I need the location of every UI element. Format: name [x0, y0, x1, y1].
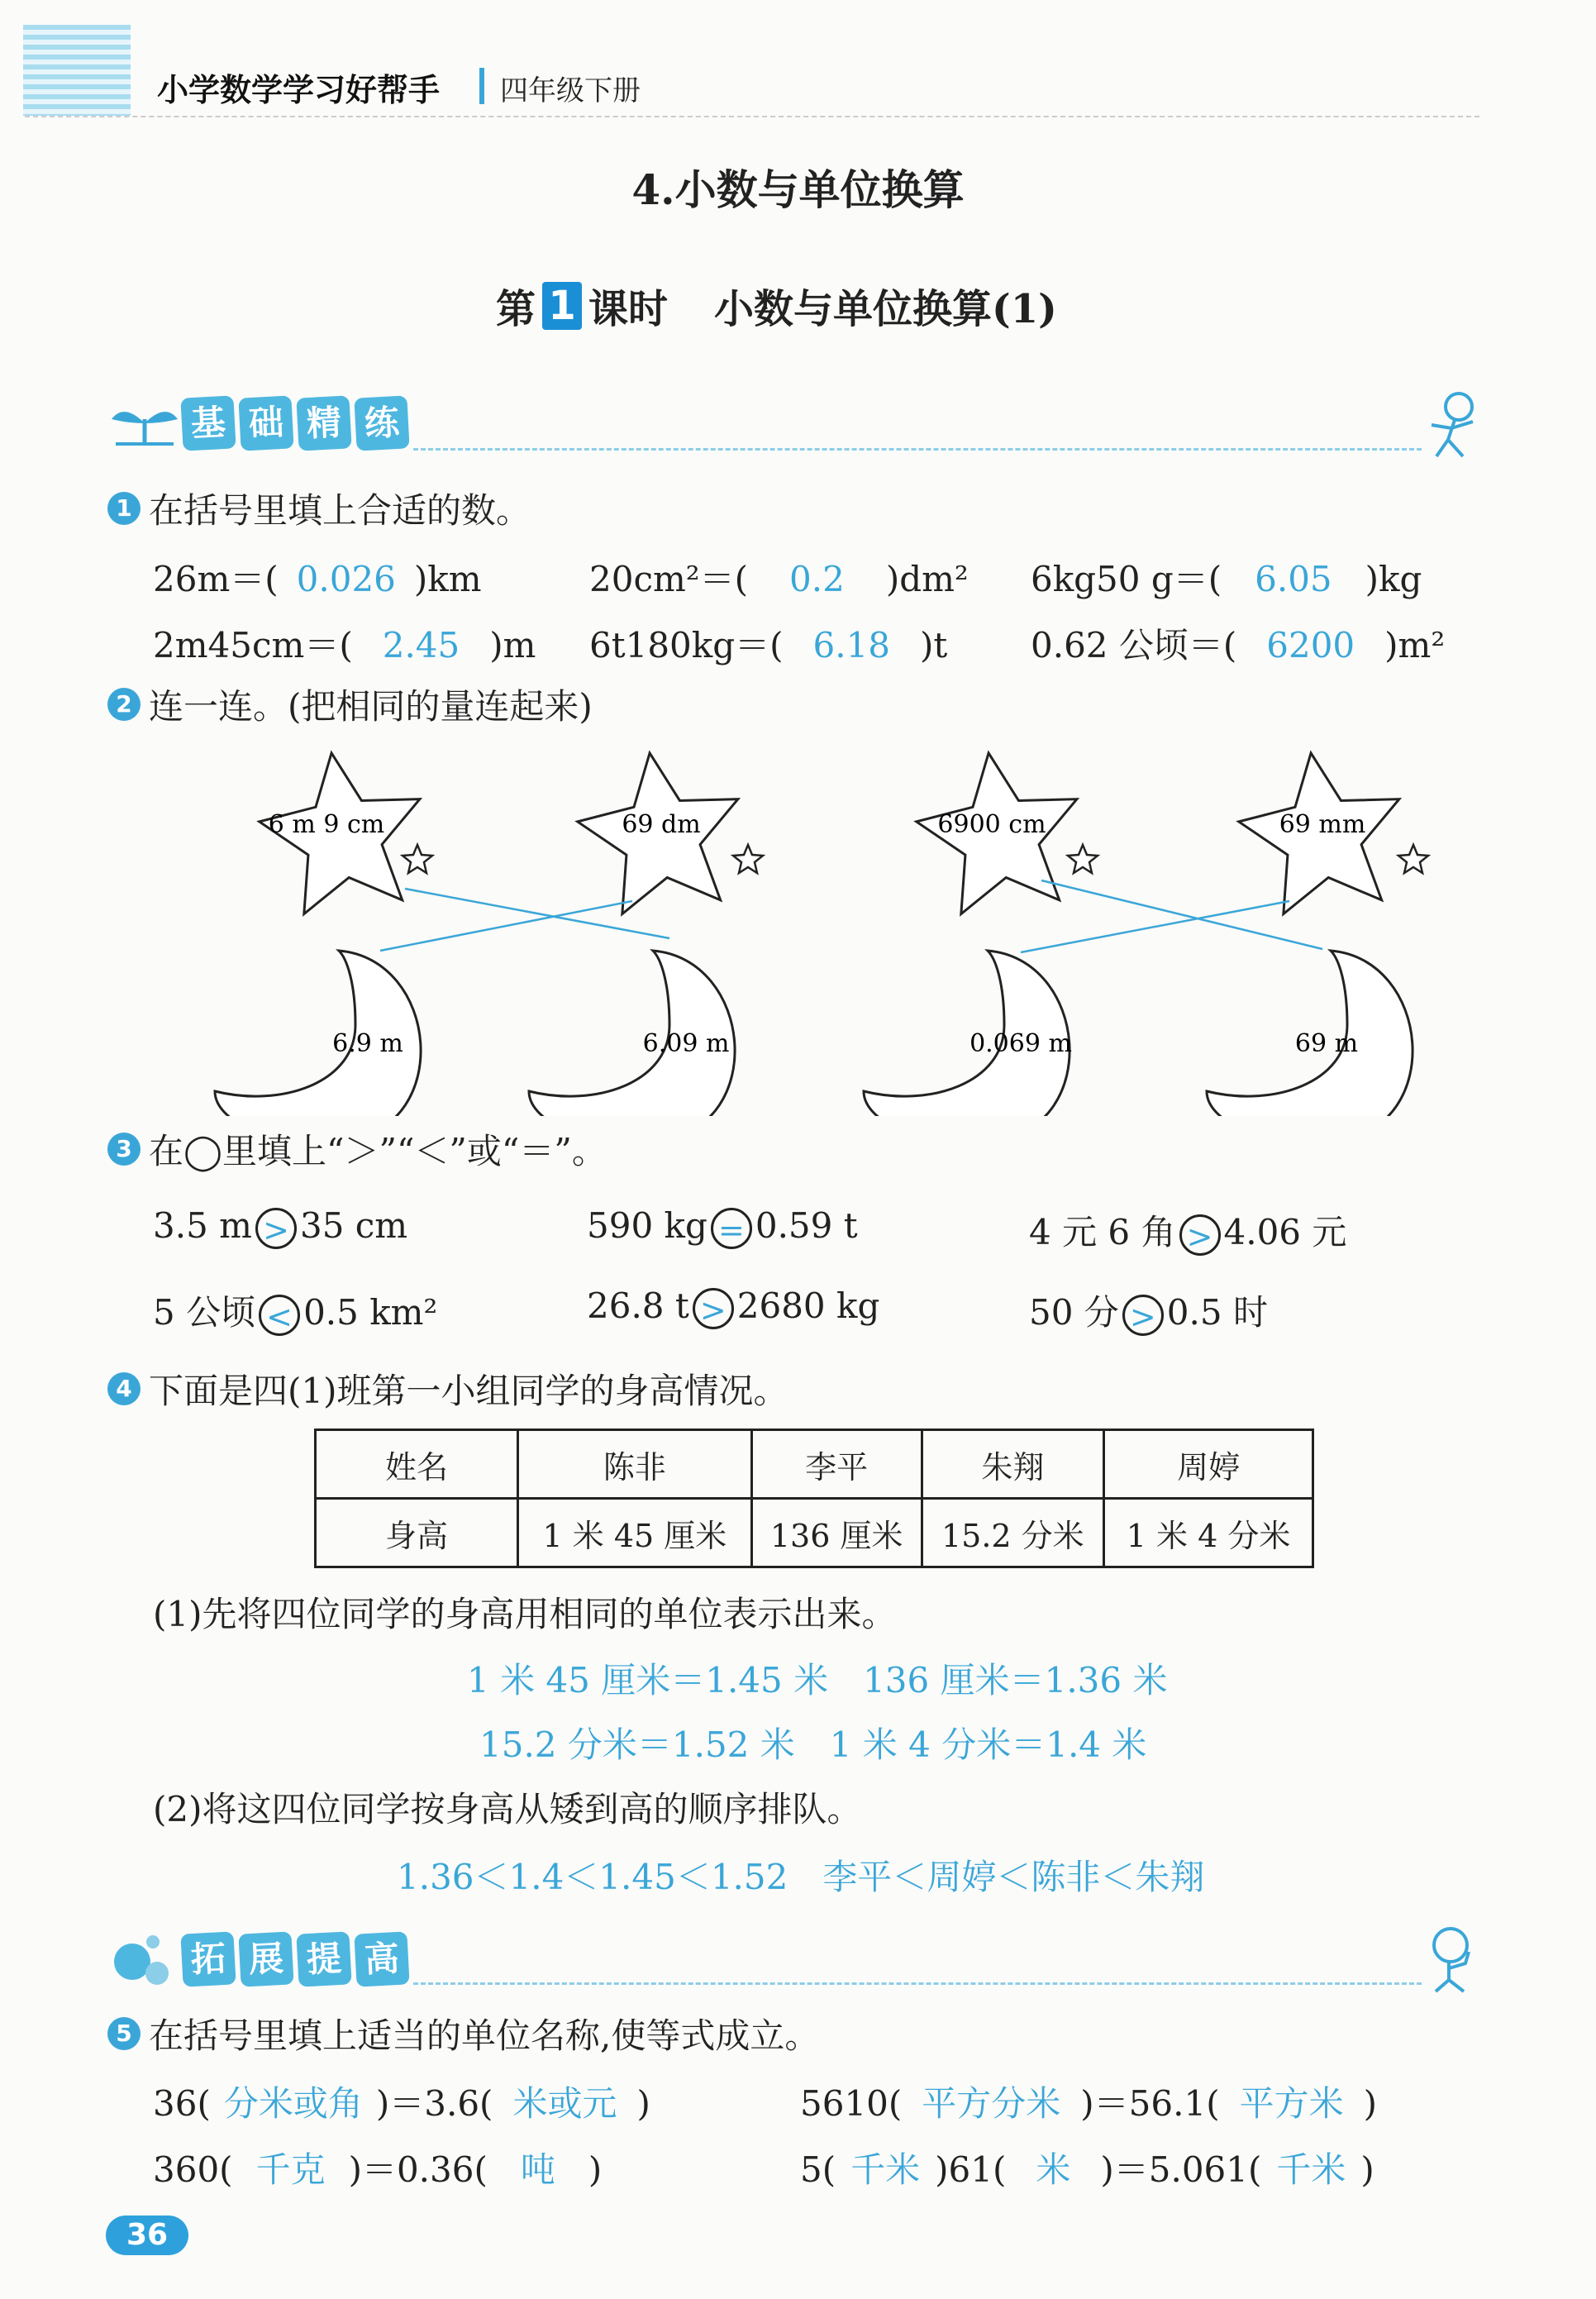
match-line: [1041, 880, 1322, 949]
table-cell: 15.2 分米: [922, 1499, 1104, 1567]
table-cell: 陈非: [518, 1430, 752, 1499]
q3-item: 50 分 > 0.5 时: [1029, 1292, 1268, 1335]
table-cell: 李平: [751, 1430, 922, 1499]
answer: 平方分米: [922, 2083, 1061, 2124]
header-separator: [479, 68, 484, 104]
question-2: [107, 680, 593, 729]
q3-item: 4 元 6 角 > 4.06 元: [1029, 1212, 1347, 1255]
book-title: 小学数学学习好帮手: [157, 72, 441, 108]
section-char: 拓: [180, 1931, 236, 1987]
question-3: [107, 1124, 607, 1174]
table-cell: 1 米 4 分米: [1104, 1499, 1313, 1567]
matching-diagram: [0, 736, 1596, 1116]
star-label-2: 69 dm: [622, 810, 701, 839]
answer: 0.2: [789, 559, 845, 599]
section-char: 练: [354, 395, 409, 451]
answer: 米或元: [512, 2083, 617, 2124]
lesson-number: 1: [542, 282, 582, 330]
answer-circle[interactable]: >: [1122, 1295, 1164, 1336]
answer: 6.18: [812, 625, 891, 665]
height-table: [314, 1429, 1314, 1568]
question-text: 在括号里填上合适的数。: [149, 490, 531, 531]
section-basic-banner: [107, 397, 413, 450]
lesson-title: [496, 277, 1057, 334]
question-number: 1: [107, 492, 141, 525]
table-cell: 周婷: [1104, 1430, 1313, 1499]
answer-circle[interactable]: >: [1179, 1214, 1221, 1256]
moon-label-4: 69 m: [1294, 1029, 1359, 1058]
bubbles-icon: [107, 1930, 182, 1988]
header-divider: [25, 116, 1479, 117]
thinking-kid-icon: [1417, 1922, 1484, 1996]
star-label-4: 69 mm: [1279, 810, 1366, 839]
grade-label: 四年级下册: [500, 74, 641, 107]
answer: 0.026: [296, 559, 396, 599]
q1-item: 0.62 公顷＝( 6200 )m²: [1031, 625, 1446, 665]
answer-circle[interactable]: =: [711, 1208, 752, 1249]
q1-item: 6t180kg＝( 6.18 )t: [589, 625, 948, 665]
question-number: 5: [107, 2017, 141, 2050]
question-text: 在括号里填上适当的单位名称,使等式成立。: [149, 2015, 820, 2056]
answer: 6.05: [1255, 559, 1332, 599]
section-char: 精: [296, 395, 351, 451]
q1-item: 26m＝( 0.026 )km: [153, 559, 482, 599]
star-label-3: 6900 cm: [937, 810, 1046, 839]
question-number: 3: [107, 1133, 141, 1166]
q1-item: 6kg50 g＝( 6.05 )kg: [1031, 559, 1422, 599]
answer-circle[interactable]: >: [693, 1288, 734, 1329]
answer: 米: [1036, 2149, 1071, 2190]
lesson-prefix: 第: [496, 286, 536, 332]
section-char: 展: [238, 1931, 293, 1987]
table-cell: 身高: [316, 1499, 518, 1567]
question-number: 4: [107, 1372, 141, 1405]
question-5: [107, 2009, 819, 2058]
q5-item: 5610( 平方分米 )＝56.1( 平方米 ): [800, 2083, 1377, 2124]
question-1: [107, 484, 531, 533]
q3-item: 5 公顷 < 0.5 km²: [153, 1292, 438, 1335]
answer: 分米或角: [223, 2083, 363, 2124]
sprout-icon: [107, 398, 182, 448]
question-number: 2: [107, 688, 141, 721]
table-cell: 朱翔: [922, 1430, 1104, 1499]
section-char: 础: [238, 395, 293, 451]
answer: 2.45: [382, 625, 460, 665]
table-row: [316, 1499, 1313, 1567]
question-text: 在◯里填上“＞”“＜”或“＝”。: [149, 1131, 607, 1171]
table-row: [316, 1430, 1313, 1499]
answer: 1.36＜1.4＜1.45＜1.52 李平＜周婷＜陈非＜朱翔: [397, 1857, 1205, 1897]
question-text: 连一连。(把相同的量连起来): [149, 686, 593, 727]
q5-item: 36( 分米或角 )＝3.6( 米或元 ): [153, 2083, 650, 2124]
answer-circle[interactable]: <: [259, 1295, 300, 1336]
answer: 15.2 分米＝1.52 米 1 米 4 分米＝1.4 米: [479, 1724, 1147, 1765]
table-cell: 姓名: [316, 1430, 518, 1499]
lesson-suffix: 课时: [588, 286, 669, 332]
page-number: 36: [106, 2216, 188, 2255]
moon-label-3: 0.069 m: [970, 1029, 1072, 1058]
answer: 平方米: [1239, 2083, 1344, 2124]
q5-item: 360( 千克 )＝0.36( 吨 ): [153, 2149, 603, 2190]
section-extend-banner: [107, 1930, 413, 1988]
sub-question-1: (1)先将四位同学的身高用相同的单位表示出来。: [153, 1594, 897, 1634]
question-4: [107, 1364, 788, 1414]
star-label-1: 6 m 9 cm: [268, 810, 385, 839]
question-text: 下面是四(1)班第一小组同学的身高情况。: [149, 1371, 788, 1411]
q3-item: 590 kg = 0.59 t: [587, 1205, 858, 1248]
answer: 6200: [1266, 625, 1355, 665]
section-divider: [413, 1982, 1422, 1985]
running-kid-icon: [1422, 389, 1488, 463]
answer-circle[interactable]: >: [255, 1208, 297, 1249]
answer: 千米: [1276, 2149, 1346, 2190]
section-char: 基: [180, 395, 236, 451]
q3-item: 3.5 m > 35 cm: [153, 1205, 408, 1248]
lesson-name: 小数与单位换算(1): [714, 286, 1057, 332]
section-char: 高: [354, 1931, 409, 1987]
q3-item: 26.8 t > 2680 kg: [587, 1285, 880, 1328]
table-cell: 136 厘米: [751, 1499, 922, 1567]
section-divider: [413, 448, 1422, 451]
q1-item: 2m45cm＝( 2.45 )m: [153, 625, 536, 665]
q5-item: 5( 千米 )61( 米 )＝5.061( 千米 ): [800, 2149, 1374, 2190]
section-char: 提: [296, 1931, 351, 1987]
moon-label-1: 6.9 m: [332, 1029, 403, 1058]
q1-item: 20cm²＝( 0.2 )dm²: [589, 559, 969, 599]
answer: 千米: [850, 2149, 921, 2190]
header-decoration: [23, 25, 131, 116]
answer: 1 米 45 厘米＝1.45 米 136 厘米＝1.36 米: [467, 1660, 1168, 1700]
answer: 吨: [520, 2149, 555, 2190]
answer: 千克: [255, 2149, 326, 2190]
moon-label-2: 6.09 m: [642, 1029, 730, 1058]
chapter-title: 4.小数与单位换算: [631, 165, 965, 214]
table-cell: 1 米 45 厘米: [518, 1499, 752, 1567]
sub-question-2: (2)将这四位同学按身高从矮到高的顺序排队。: [153, 1789, 862, 1829]
